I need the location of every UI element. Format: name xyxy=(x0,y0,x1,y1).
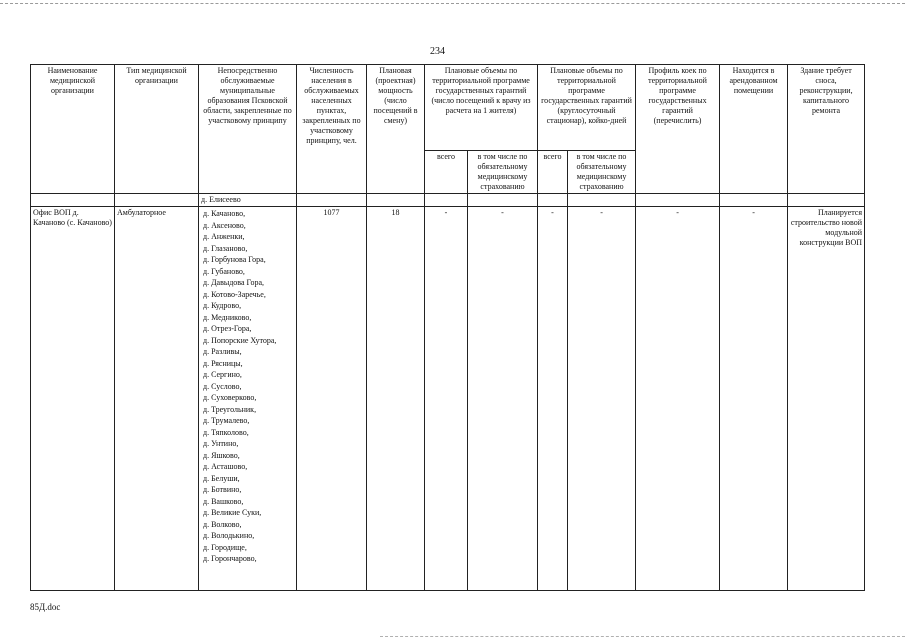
list-item: д. Сергино, xyxy=(203,370,242,379)
header-municipalities: Непосредственно обслуживаемые муниципальные образования Псковской области, закрепленные по участковому принципу xyxy=(199,65,297,194)
header-name: Наименование медицинской организации xyxy=(31,65,115,194)
header-inpatient-volume: Плановые объемы по территориальной программе государственных гарантий (круглосуточный стационар), койко-дней xyxy=(538,65,636,151)
cell-name: Офис ВОП д. Качаново (с. Качаново) xyxy=(31,207,115,591)
list-item: д. Треугольник, xyxy=(203,404,257,414)
list-item: д. Суховерково, xyxy=(203,393,257,402)
list-item: д. Разливы, xyxy=(203,347,242,356)
page-number: 234 xyxy=(430,46,445,57)
header-bed-profile: Профиль коек по территориальной программе государственных гарантий (перечислить) xyxy=(636,65,720,194)
list-item: д. Волково, xyxy=(203,519,242,529)
header-population: Численность населения в обслуживаемых населенных пунктах, закрепленных по участковому принципу, чел. xyxy=(297,65,367,194)
list-item: д. Попорские Хутора, xyxy=(203,335,277,345)
cell-ip-total: - xyxy=(538,207,568,591)
cell-capacity: 18 xyxy=(367,207,425,591)
list-item: д. Володькино, xyxy=(203,531,255,540)
scan-edge-bottom xyxy=(380,636,905,637)
cell-bed-profile: - xyxy=(636,207,720,591)
continuation-cell: д. Елисеево xyxy=(199,194,297,207)
cell-rented: - xyxy=(720,207,788,591)
header-rented: Находится в арендованном помещении xyxy=(720,65,788,194)
list-item: д. Давыдова Гора, xyxy=(203,278,264,287)
header-type: Тип медицинской организации xyxy=(115,65,199,194)
cell-population: 1077 xyxy=(297,207,367,591)
subheader-op-total: всего xyxy=(425,151,468,194)
list-item: д. Трумалево, xyxy=(203,416,250,425)
list-item: д. Асташово, xyxy=(203,462,248,471)
list-item: д. Анженки, xyxy=(203,232,245,241)
cell-ip-oms: - xyxy=(568,207,636,591)
table-row xyxy=(31,207,865,591)
list-item: д. Качаново, xyxy=(203,209,246,218)
list-item: д. Суслово, xyxy=(203,381,242,391)
cell-op-total: - xyxy=(425,207,468,591)
list-item: д. Великие Суки, xyxy=(203,508,262,517)
list-item: д. Рясницы, xyxy=(203,358,243,368)
subheader-ip-total: всего xyxy=(538,151,568,194)
header-outpatient-volume: Плановые объемы по территориальной программе государственных гарантий (число посещений к врачу из расчета на 1 жителя) xyxy=(425,65,538,151)
header-building: Здание требует сноса, реконструкции, капитального ремонта xyxy=(788,65,865,194)
list-item: д. Вашково, xyxy=(203,496,244,506)
list-item: д. Горончарово, xyxy=(203,554,257,563)
list-item: д. Яшково, xyxy=(203,450,240,460)
list-item: д. Тяпколово, xyxy=(203,427,249,437)
scan-edge-top xyxy=(0,3,905,4)
list-item: д. Кудрово, xyxy=(203,301,242,310)
village-list xyxy=(203,208,294,565)
cell-villages xyxy=(199,207,297,591)
subheader-ip-oms: в том числе по обязательному медицинскому страхованию xyxy=(568,151,636,194)
continuation-row xyxy=(31,194,865,207)
list-item: д. Отрез-Гора, xyxy=(203,324,252,333)
file-name: 85Д.doc xyxy=(30,602,61,612)
list-item: д. Ботвино, xyxy=(203,485,242,494)
document-table xyxy=(30,64,865,591)
list-item: д. Медниково, xyxy=(203,312,252,322)
header-capacity: Плановая (проектная) мощность (число посещений в смену) xyxy=(367,65,425,194)
list-item: д. Белуши, xyxy=(203,473,240,483)
list-item: д. Губаново, xyxy=(203,266,245,276)
list-item: д. Аксеново, xyxy=(203,220,246,230)
list-item: д. Глазаново, xyxy=(203,243,248,253)
subheader-op-oms: в том числе по обязательному медицинскому страхованию xyxy=(468,151,538,194)
header-row xyxy=(31,65,865,151)
list-item: д. Унтино, xyxy=(203,439,239,448)
cell-op-oms: - xyxy=(468,207,538,591)
list-item: д. Горбунова Гора, xyxy=(203,255,266,264)
cell-building: Планируется строительство новой модульной конструкции ВОП xyxy=(788,207,865,591)
cell-type: Амбулаторное xyxy=(115,207,199,591)
list-item: д. Городище, xyxy=(203,542,247,552)
list-item: д. Котово-Заречье, xyxy=(203,289,266,299)
